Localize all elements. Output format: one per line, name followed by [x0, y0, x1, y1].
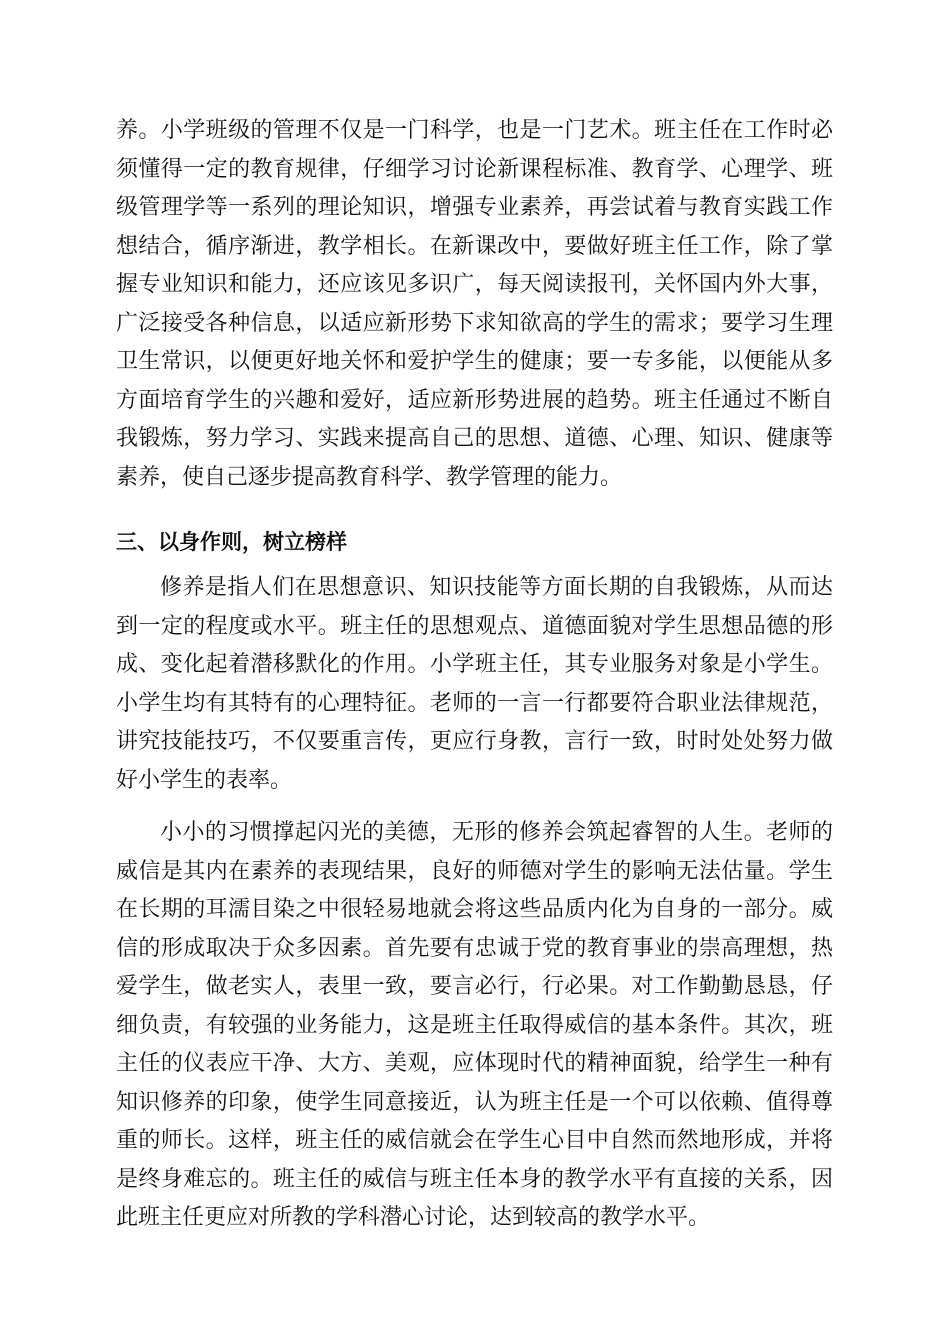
paragraph-prestige: 小小的习惯撑起闪光的美德，无形的修养会筑起睿智的人生。老师的威信是其内在素养的表现结果，良好的师德对学生的影响无法估量。学生在长期的耳濡目染之中很轻易地就会将这些品质内化为自身的一部分。威信的形成取决于众多因素。首先要有忠诚于党的教育事业的崇高理想，热爱学生，做老实人，表里一致，要言必行，行必果。对工作勤勤恳恳，仔细负责，有较强的业务能力，这是班主任取得威信的基本条件。其次，班主任的仪表应干净、大方、美观，应体现时代的精神面貌，给学生一种有知识修养的印象，使学生同意接近，认为班主任是一个可以依赖、值得尊重的师长。这样，班主任的威信就会在学生心目中自然而然地形成，并将是终身难忘的。班主任的威信与班主任本身的教学水平有直接的关系，因此班主任更应对所教的学科潜心讨论，达到较高的教学水平。 [116, 820, 833, 1230]
document-page [116, 112, 833, 1238]
section-heading: 三、以身作则，树立榜样 [116, 530, 347, 554]
paragraph-cultivation: 修养是指人们在思想意识、知识技能等方面长期的自我锻炼，从而达到一定的程度或水平。班主任的思想观点、道德面貌对学生思想品德的形成、变化起着潜移默化的作用。小学班主任，其专业服务对象是小学生。小学生均有其特有的心理特征。老师的一言一行都要符合职业法律规范，讲究技能技巧，不仅要重言传，更应行身教，言行一致，时时处处努力做好小学生的表率。 [116, 575, 833, 793]
paragraph-continuation: 养。小学班级的管理不仅是一门科学，也是一门艺术。班主任在工作时必须懂得一定的教育规律，仔细学习讨论新课程标准、教育学、心理学、班级管理学等一系列的理论知识，增强专业素养，再尝试着与教育实践工作想结合，循序渐进，教学相长。在新课改中，要做好班主任工作，除了掌握专业知识和能力，还应该见多识广，每天阅读报刊，关怀国内外大事，广泛接受各种信息，以适应新形势下求知欲高的学生的需求；要学习生理卫生常识，以便更好地关怀和爱护学生的健康；要一专多能，以便能从多方面培育学生的兴趣和爱好，适应新形势进展的趋势。班主任通过不断自我锻炼，努力学习、实践来提高自己的思想、道德、心理、知识、健康等素养，使自己逐步提高教育科学、教学管理的能力。 [116, 118, 833, 490]
